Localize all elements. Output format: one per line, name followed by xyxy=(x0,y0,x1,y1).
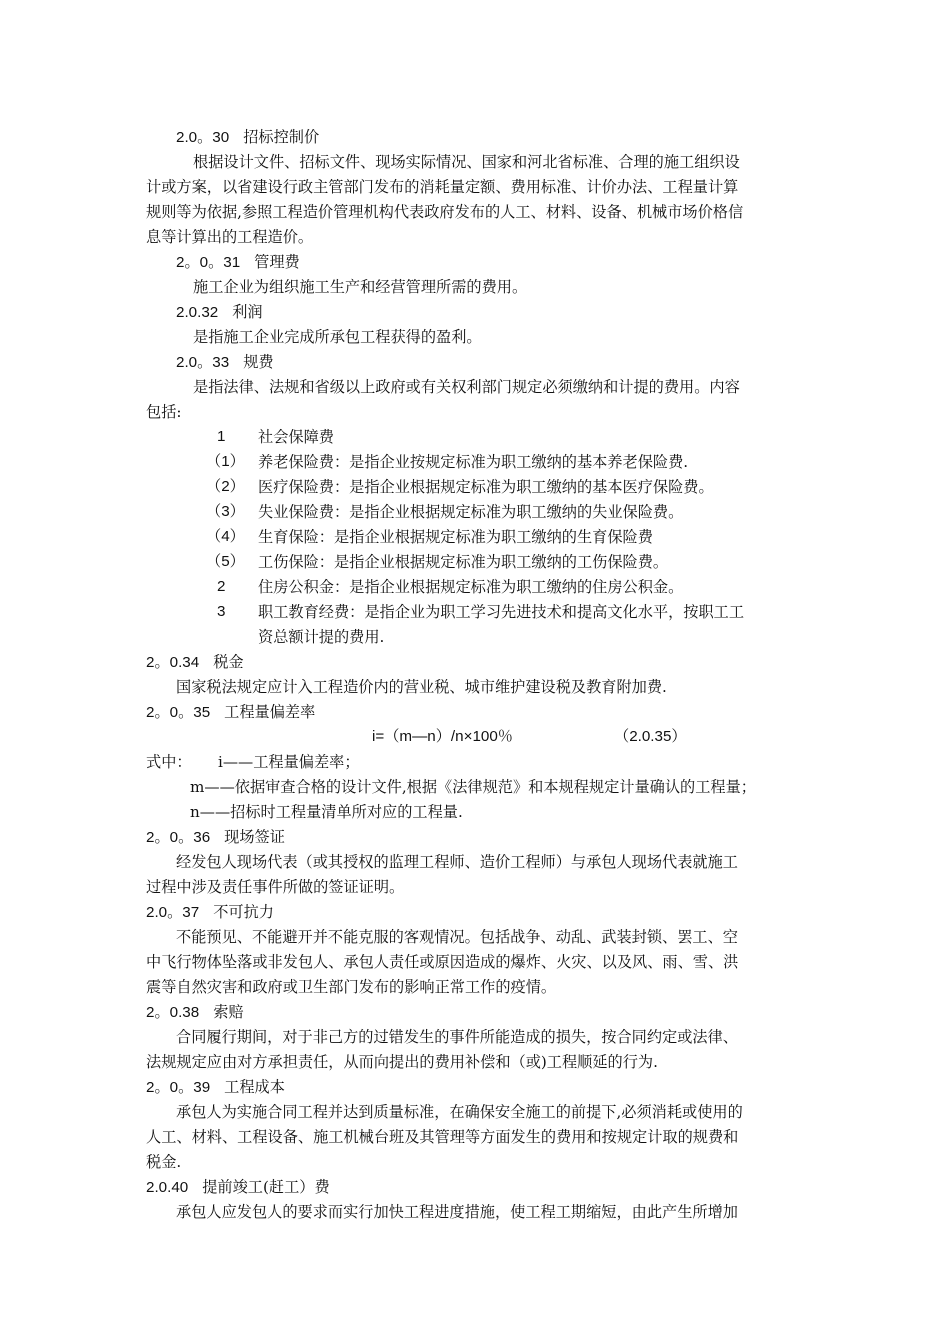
section-title: 索赔 xyxy=(213,1003,244,1021)
variable-definition: m——依据审查合格的设计文件,根据《法律规范》和本规程规定计量确认的工程量； xyxy=(190,778,756,796)
paragraph-line: 施工企业为组织施工生产和经营管理所需的费用。 xyxy=(193,278,528,296)
section-heading-2-0-39 xyxy=(146,1077,285,1098)
list-item-marker: （4） xyxy=(206,528,245,545)
section-heading-2-0-31 xyxy=(176,252,300,273)
section-number: 2。0。36 xyxy=(146,829,211,846)
section-number: 2.0.32 xyxy=(176,304,219,321)
list-item-marker: 3 xyxy=(217,603,226,620)
list-item-text: 工伤保险：是指企业根据规定标准为职工缴纳的工伤保险费。 xyxy=(258,553,669,571)
equation-number: （2.0.35） xyxy=(614,728,687,745)
paragraph-line: 税金. xyxy=(146,1153,182,1171)
section-title: 税金 xyxy=(213,653,244,671)
section-number: 2.0。30 xyxy=(176,129,230,146)
paragraph-line: 中飞行物体坠落或非发包人、承包人责任或原因造成的爆炸、火灾、以及风、雨、雪、洪 xyxy=(146,953,739,971)
list-item-text: 社会保障费 xyxy=(258,428,334,446)
paragraph-line: 规则等为依据,参照工程造价管理机构代表政府发布的人工、材料、设备、机械市场价格信 xyxy=(146,203,744,221)
paragraph-line: 根据设计文件、招标文件、现场实际情况、国家和河北省标准、合理的施工组织设 xyxy=(193,153,740,171)
section-heading-2-0-34 xyxy=(146,652,244,673)
section-title: 利润 xyxy=(232,303,263,321)
where-label: 式中： xyxy=(146,753,192,771)
section-heading-2-0-33 xyxy=(176,352,274,373)
section-heading-2-0-37 xyxy=(146,902,274,923)
section-title: 不可抗力 xyxy=(213,903,274,921)
paragraph-line: 人工、材料、工程设备、施工机械台班及其管理等方面发生的费用和按规定计取的规费和 xyxy=(146,1128,739,1146)
paragraph-line: 承包人应发包人的要求而实行加快工程进度措施，使工程工期缩短，由此产生所增加 xyxy=(176,1203,738,1221)
section-title: 规费 xyxy=(243,353,274,371)
section-heading-2-0-38 xyxy=(146,1002,244,1023)
section-heading-2-0-32 xyxy=(176,302,263,323)
formula: i=（m—n）/n×100％ xyxy=(372,728,513,745)
paragraph-line: 包括: xyxy=(146,403,182,421)
section-number: 2.0。33 xyxy=(176,354,230,371)
list-item-text: 医疗保险费：是指企业根据规定标准为职工缴纳的基本医疗保险费。 xyxy=(258,478,714,496)
section-title: 工程成本 xyxy=(224,1078,285,1096)
list-item-marker: （3） xyxy=(206,503,245,520)
list-item-marker: （2） xyxy=(206,478,245,495)
paragraph-line: 合同履行期间，对于非己方的过错发生的事件所能造成的损失，按合同约定或法律、 xyxy=(176,1028,738,1046)
list-item-marker: （5） xyxy=(206,553,245,570)
paragraph-line: 计或方案，以省建设行政主管部门发布的消耗量定额、费用标准、计价办法、工程量计算 xyxy=(146,178,739,196)
section-heading-2-0-35 xyxy=(146,702,315,723)
paragraph-line: 是指施工企业完成所承包工程获得的盈利。 xyxy=(193,328,482,346)
paragraph-line: 不能预见、不能避开并不能克服的客观情况。包括战争、动乱、武装封锁、罢工、空 xyxy=(176,928,738,946)
paragraph-line: 震等自然灾害和政府或卫生部门发布的影响正常工作的疫情。 xyxy=(146,978,557,996)
list-item-text: 住房公积金：是指企业根据规定标准为职工缴纳的住房公积金。 xyxy=(258,578,684,596)
section-number: 2.0。37 xyxy=(146,904,200,921)
paragraph-line: 是指法律、法规和省级以上政府或有关权利部门规定必须缴纳和计提的费用。内容 xyxy=(193,378,740,396)
section-title: 提前竣工(赶工）费 xyxy=(202,1178,330,1196)
list-item-continuation: 资总额计提的费用. xyxy=(258,628,385,646)
section-number: 2。0.34 xyxy=(146,654,200,671)
list-item-marker: 1 xyxy=(217,428,226,445)
section-number: 2。0.38 xyxy=(146,1004,200,1021)
paragraph-line: 国家税法规定应计入工程造价内的营业税、城市维护建设税及教育附加费. xyxy=(176,678,667,696)
section-title: 招标控制价 xyxy=(243,128,320,146)
section-number: 2。0。31 xyxy=(176,254,241,271)
list-item-marker: （1） xyxy=(206,453,245,470)
section-number: 2。0。35 xyxy=(146,704,211,721)
list-item-text: 生育保险：是指企业根据规定标准为职工缴纳的生育保险费 xyxy=(258,528,653,546)
section-heading-2-0-40 xyxy=(146,1177,330,1198)
section-heading-2-0-30 xyxy=(176,127,319,148)
list-item-marker: 2 xyxy=(217,578,226,595)
section-number: 2。0。39 xyxy=(146,1079,211,1096)
list-item-text: 失业保险费：是指企业根据规定标准为职工缴纳的失业保险费。 xyxy=(258,503,684,521)
paragraph-line: 承包人为实施合同工程并达到质量标准，在确保安全施工的前提下,必须消耗或使用的 xyxy=(176,1103,743,1121)
section-heading-2-0-36 xyxy=(146,827,285,848)
section-title: 现场签证 xyxy=(224,828,285,846)
paragraph-line: 过程中涉及责任事件所做的签证证明。 xyxy=(146,878,405,896)
section-title: 工程量偏差率 xyxy=(224,703,316,721)
variable-definition: i——工程量偏差率； xyxy=(218,753,360,771)
section-number: 2.0.40 xyxy=(146,1179,189,1196)
paragraph-line: 息等计算出的工程造价。 xyxy=(146,228,314,246)
variable-definition: n——招标时工程量清单所对应的工程量. xyxy=(190,803,463,821)
paragraph-line: 法规规定应由对方承担责任，从而向提出的费用补偿和（或)工程顺延的行为. xyxy=(146,1053,658,1071)
paragraph-line: 经发包人现场代表（或其授权的监理工程师、造价工程师）与承包人现场代表就施工 xyxy=(176,853,738,871)
list-item-text: 养老保险费：是指企业按规定标准为职工缴纳的基本养老保险费. xyxy=(258,453,689,471)
section-title: 管理费 xyxy=(254,253,300,271)
list-item-text: 职工教育经费：是指企业为职工学习先进技术和提高文化水平，按职工工 xyxy=(258,603,744,621)
